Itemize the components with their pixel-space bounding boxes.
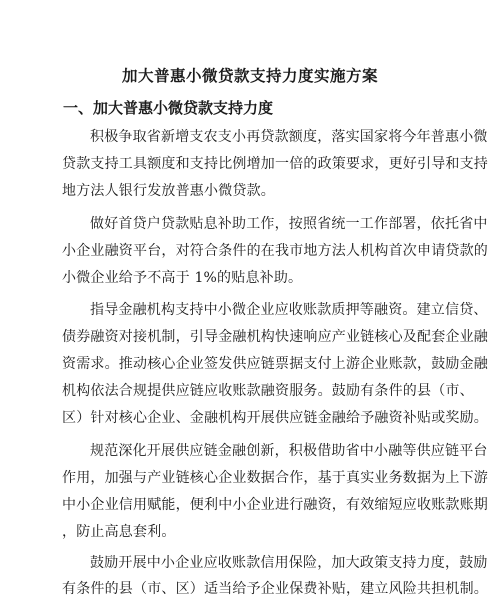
paragraph-2-line-3: 小微企业给予不高于 1%的贴息补助。 [62,270,303,286]
paragraph-4-line-3: 中小企业信用赋能，便利中小企业进行融资，有效缩短应收账款账期 [62,497,488,513]
paragraph-1-line-1: 积极争取省新增支农支小再贷款额度，落实国家将今年普惠小微 [90,129,488,145]
paragraph-5-line-1: 鼓励开展中小企业应收账款信用保险，加大政策支持力度，鼓励 [90,555,488,571]
paragraph-2-line-1: 做好首贷户贷款贴息补助工作，按照省统一工作部署，依托省中 [90,216,488,232]
document-title: 加大普惠小微贷款支持力度实施方案 [121,66,378,85]
paragraph-3-line-1: 指导金融机构支持中小微企业应收账款质押等融资。建立信贷、 [90,302,488,318]
paragraph-5-line-2: 有条件的县（市、区）适当给予企业保费补贴，建立风险共担机制。 [62,581,488,597]
paragraph-1-line-2: 贷款支持工具额度和支持比例增加一倍的政策要求，更好引导和支持 [62,156,488,172]
paragraph-4-line-1: 规范深化开展供应链金融创新，积极借助省中小融等供应链平台 [90,443,488,459]
paragraph-4-line-2: 作用，加强与产业链核心企业数据合作，基于真实业务数据为上下游 [62,470,488,486]
paragraph-3-line-2: 债券融资对接机制，引导金融机构快速响应产业链核心及配套企业融 [62,329,488,345]
paragraph-3-line-3: 资需求。推动核心企业签发供应链票据支付上游企业账款，鼓励金融 [62,356,488,372]
paragraph-4-line-4: ，防止高息套利。 [62,524,176,540]
paragraph-2-line-2: 小企业融资平台，对符合条件的在我市地方法人机构首次申请贷款的 [62,243,488,259]
paragraph-3-line-4: 机构依法合规提供应链应收账款融资服务。鼓励有条件的县（市、 [62,383,474,399]
paragraph-3-line-5: 区）针对核心企业、金融机构开展供应链金融给予融资补贴或奖励。 [62,410,488,426]
section-heading: 一、加大普惠小微贷款支持力度 [63,99,274,117]
paragraph-1-line-3: 地方法人银行发放普惠小微贷款。 [62,183,275,199]
